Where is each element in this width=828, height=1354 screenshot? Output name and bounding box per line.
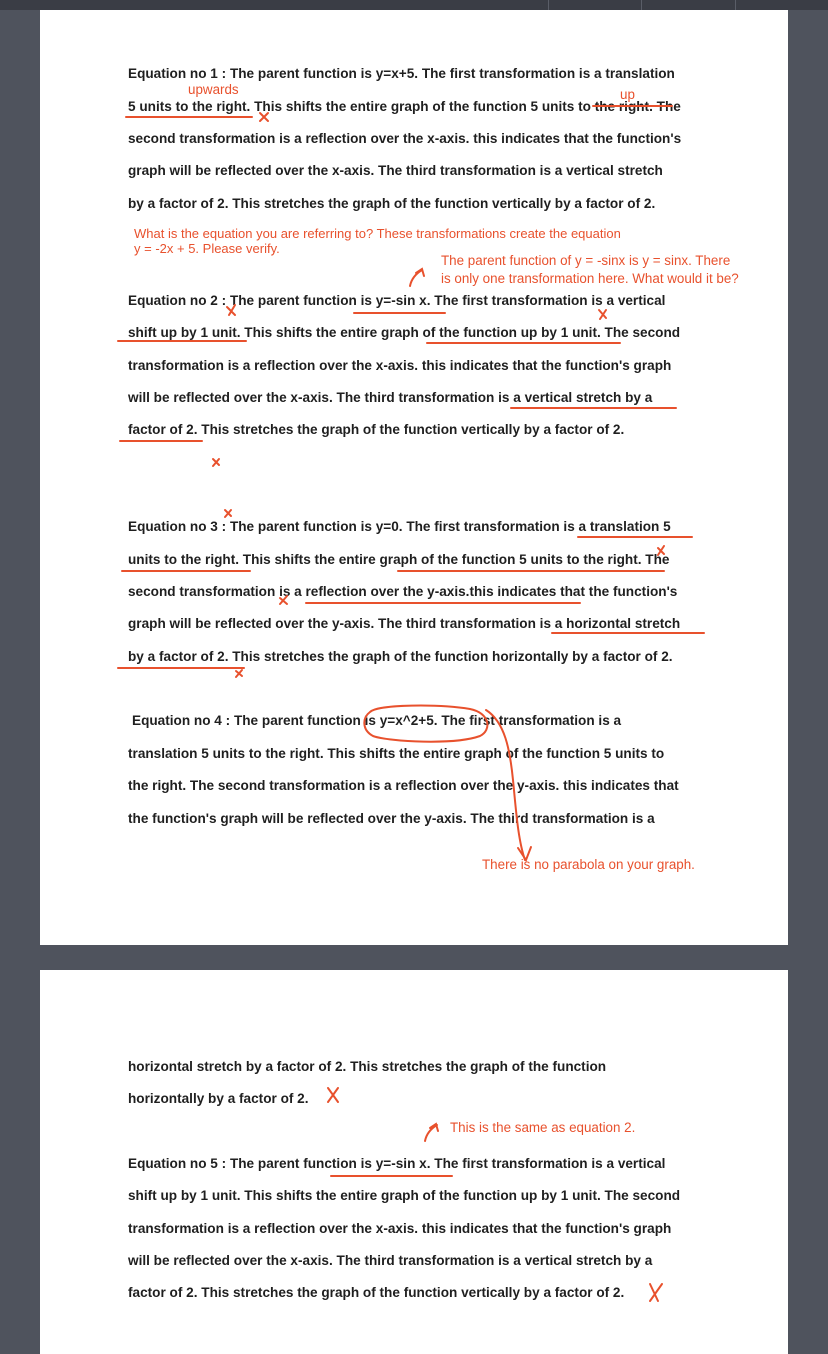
eq5-line-3: transformation is a reflection over the x-axis. this indicates that the function's graph — [128, 1221, 672, 1236]
eq4-cont-line-2: horizontally by a factor of 2. — [128, 1091, 309, 1106]
top-toolbar — [0, 0, 828, 10]
eq2-comment-line-1: The parent function of y = -sinx is y = sinx. There — [441, 253, 731, 268]
eq2-line-2: shift up by 1 unit. This shifts the entire graph of the function up by 1 unit. The second — [128, 325, 681, 340]
ink-annotations-page-1 — [40, 10, 788, 945]
eq1-comment-line-2: y = -2x + 5. Please verify. — [134, 241, 280, 256]
eq5-line-2: shift up by 1 unit. This shifts the entire graph of the function up by 1 unit. The second — [128, 1188, 681, 1203]
cross-mark — [213, 459, 219, 466]
annotation-upwards: upwards — [188, 82, 239, 97]
eq3-line-3: second transformation is a reflection over the y-axis.this indicates that the function's — [128, 584, 678, 599]
toolbar-divider — [735, 0, 736, 10]
cross-mark — [225, 510, 231, 517]
eq1-line-5: by a factor of 2. This stretches the graph of the function vertically by a factor of 2. — [128, 196, 656, 211]
eq4-comment: There is no parabola on your graph. — [482, 857, 695, 872]
eq1-line-2: 5 units to the right. This shifts the entire graph of the function 5 units to the right. The — [128, 99, 681, 114]
eq2-line-4: will be reflected over the x-axis. The third transformation is a vertical stretch by a — [128, 390, 653, 405]
eq1-comment-line-1: What is the equation you are referring to? These transformations create the equation — [134, 226, 621, 241]
eq3-line-4: graph will be reflected over the y-axis. The third transformation is a horizontal stretch — [128, 616, 681, 631]
eq4-line-2: translation 5 units to the right. This shifts the entire graph of the function 5 units to — [128, 746, 665, 761]
eq1-line-4: graph will be reflected over the x-axis. The third transformation is a vertical stretch — [128, 163, 663, 178]
document-page-2 — [40, 970, 788, 1354]
annotation-up: up — [620, 87, 635, 102]
eq5-line-1: Equation no 5 : The parent function is y=-sin x. The first transformation is a vertical — [128, 1156, 666, 1171]
arrow-mark — [425, 1124, 438, 1141]
cross-mark — [650, 1284, 662, 1301]
eq5-line-5: factor of 2. This stretches the graph of the function vertically by a factor of 2. — [128, 1285, 625, 1300]
eq3-line-5: by a factor of 2. This stretches the graph of the function horizontally by a factor of 2. — [128, 649, 673, 664]
toolbar-divider — [641, 0, 642, 10]
toolbar-divider — [548, 0, 549, 10]
eq4-cont-line-1: horizontal stretch by a factor of 2. This stretches the graph of the function — [128, 1059, 607, 1074]
eq4-line-4: the function's graph will be reflected over the y-axis. The third transformation is a — [128, 811, 655, 826]
eq3-line-1: Equation no 3 : The parent function is y=0. The first transformation is a translation 5 — [128, 519, 671, 534]
cross-mark — [236, 670, 242, 677]
eq1-line-3: second transformation is a reflection over the x-axis. this indicates that the function's — [128, 131, 682, 146]
eq3-line-2: units to the right. This shifts the entire graph of the function 5 units to the right. The — [128, 552, 670, 567]
eq5-comment: This is the same as equation 2. — [450, 1120, 636, 1135]
eq2-comment-line-2: is only one transformation here. What would it be? — [441, 271, 739, 286]
eq4-line-1: Equation no 4 : The parent function is y=x^2+5. The first transformation is a — [132, 713, 622, 728]
arrow-mark — [410, 269, 424, 286]
eq2-line-5: factor of 2. This stretches the graph of the function vertically by a factor of 2. — [128, 422, 625, 437]
eq4-line-3: the right. The second transformation is a reflection over the y-axis. this indicates that — [128, 778, 679, 793]
eq2-line-1: Equation no 2 : The parent function is y=-sin x. The first transformation is a vertical — [128, 293, 666, 308]
eq5-line-4: will be reflected over the x-axis. The third transformation is a vertical stretch by a — [128, 1253, 653, 1268]
eq1-line-1: Equation no 1 : The parent function is y=x+5. The first transformation is a translation — [128, 66, 675, 81]
eq2-line-3: transformation is a reflection over the x-axis. this indicates that the function's graph — [128, 358, 672, 373]
document-page-1 — [40, 10, 788, 945]
cross-mark — [599, 310, 606, 319]
cross-mark — [328, 1088, 338, 1102]
